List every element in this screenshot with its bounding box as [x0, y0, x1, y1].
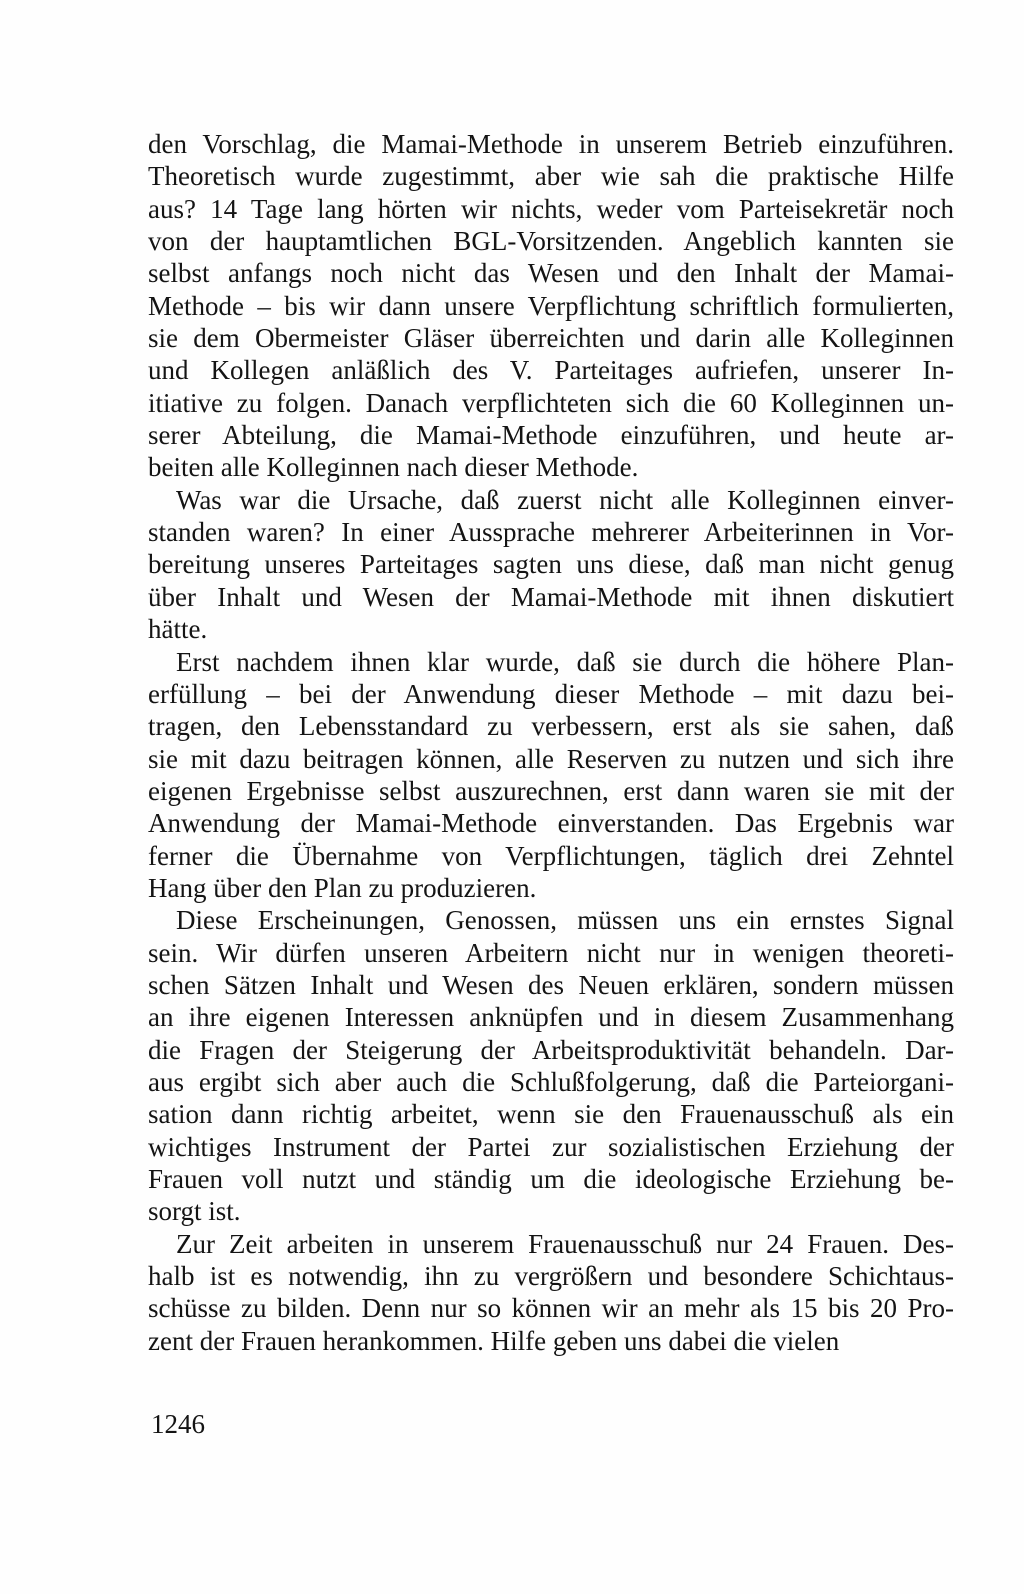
text-line: Zur Zeit arbeiten in unserem Frauenausschuß nur 24 Frauen. Des- — [176, 1228, 954, 1259]
paragraph-4 — [148, 904, 954, 1227]
text-line: Frauen voll nutzt und ständig um die ideologische Erziehung be- — [148, 1164, 954, 1194]
text-line: sie mit dazu beitragen können, alle Reserven zu nutzen und sich ihre — [148, 743, 954, 774]
body-text — [148, 128, 954, 1357]
text-line: die Fragen der Steigerung der Arbeitsproduktivität behandeln. Dar- — [148, 1034, 954, 1065]
text-line: sorgt ist. — [148, 1196, 241, 1227]
text-line: standen waren? In einer Aussprache mehrerer Arbeiterinnen in Vor- — [148, 517, 954, 548]
text-line: ferner die Übernahme von Verpflichtungen, täglich drei Zehntel — [148, 840, 954, 871]
text-line: sation dann richtig arbeitet, wenn sie den Frauenausschuß als ein — [148, 1099, 954, 1130]
text-line: aus? 14 Tage lang hörten wir nichts, weder vom Parteisekretär noch — [148, 193, 954, 224]
paragraph-1 — [148, 128, 954, 484]
text-line: Hang über den Plan zu produzieren. — [148, 872, 537, 903]
text-line: Methode – bis wir dann unsere Verpflichtung schriftlich formulierten, — [148, 290, 954, 321]
text-line: hätte. — [148, 614, 208, 645]
paragraph-2 — [148, 484, 954, 646]
text-line: aus ergibt sich aber auch die Schlußfolgerung, daß die Parteiorgani- — [148, 1066, 954, 1097]
text-line: schen Sätzen Inhalt und Wesen des Neuen erklären, sondern müssen — [148, 969, 954, 1000]
text-line: Diese Erscheinungen, Genossen, müssen uns ein ernstes Signal — [176, 905, 954, 936]
text-line: beiten alle Kolleginnen nach dieser Methode. — [148, 452, 639, 483]
text-line: sein. Wir dürfen unseren Arbeitern nicht nur in wenigen theoreti- — [148, 937, 954, 968]
text-line: von der hauptamtlichen BGL-Vorsitzenden. Angeblich kannten sie — [148, 226, 954, 257]
text-line: zent der Frauen herankommen. Hilfe geben uns dabei die vielen — [148, 1325, 840, 1356]
text-line: über Inhalt und Wesen der Mamai-Methode mit ihnen diskutiert — [148, 581, 954, 612]
text-line: erfüllung – bei der Anwendung dieser Methode – mit dazu bei- — [148, 678, 954, 709]
text-line: Anwendung der Mamai-Methode einverstanden. Das Ergebnis war — [148, 808, 954, 839]
paragraph-3 — [148, 646, 954, 905]
paragraph-5 — [148, 1228, 954, 1357]
text-line: den Vorschlag, die Mamai-Methode in unserem Betrieb einzuführen. — [148, 129, 954, 159]
page-number: 1246 — [151, 1409, 205, 1439]
text-line: bereitung unseres Parteitages sagten uns diese, daß man nicht genug — [148, 549, 954, 580]
text-line: sie dem Obermeister Gläser überreichten und darin alle Kolleginnen — [148, 323, 954, 354]
text-line: serer Abteilung, die Mamai-Methode einzuführen, und heute ar- — [148, 420, 954, 451]
text-line: itiative zu folgen. Danach verpflichteten sich die 60 Kolleginnen un- — [148, 387, 954, 418]
text-line: Theoretisch wurde zugestimmt, aber wie sah die praktische Hilfe — [148, 161, 954, 192]
text-line: schüsse zu bilden. Denn nur so können wir an mehr als 15 bis 20 Pro- — [148, 1293, 954, 1324]
text-line: an ihre eigenen Interessen anknüpfen und in diesem Zusammenhang — [148, 1002, 954, 1033]
text-line: Was war die Ursache, daß zuerst nicht alle Kolleginnen einver- — [176, 484, 954, 515]
text-line: tragen, den Lebensstandard zu verbessern, erst als sie sahen, daß — [148, 711, 954, 742]
text-line: wichtiges Instrument der Partei zur sozialistischen Erziehung der — [148, 1131, 954, 1162]
text-line: und Kollegen anläßlich des V. Parteitages aufriefen, unserer In- — [148, 355, 954, 386]
text-line: selbst anfangs noch nicht das Wesen und den Inhalt der Mamai- — [148, 258, 954, 289]
text-line: halb ist es notwendig, ihn zu vergrößern und besondere Schichtaus- — [148, 1261, 954, 1292]
text-line: Erst nachdem ihnen klar wurde, daß sie durch die höhere Plan- — [176, 646, 954, 677]
text-line: eigenen Ergebnisse selbst auszurechnen, erst dann waren sie mit der — [148, 775, 954, 806]
